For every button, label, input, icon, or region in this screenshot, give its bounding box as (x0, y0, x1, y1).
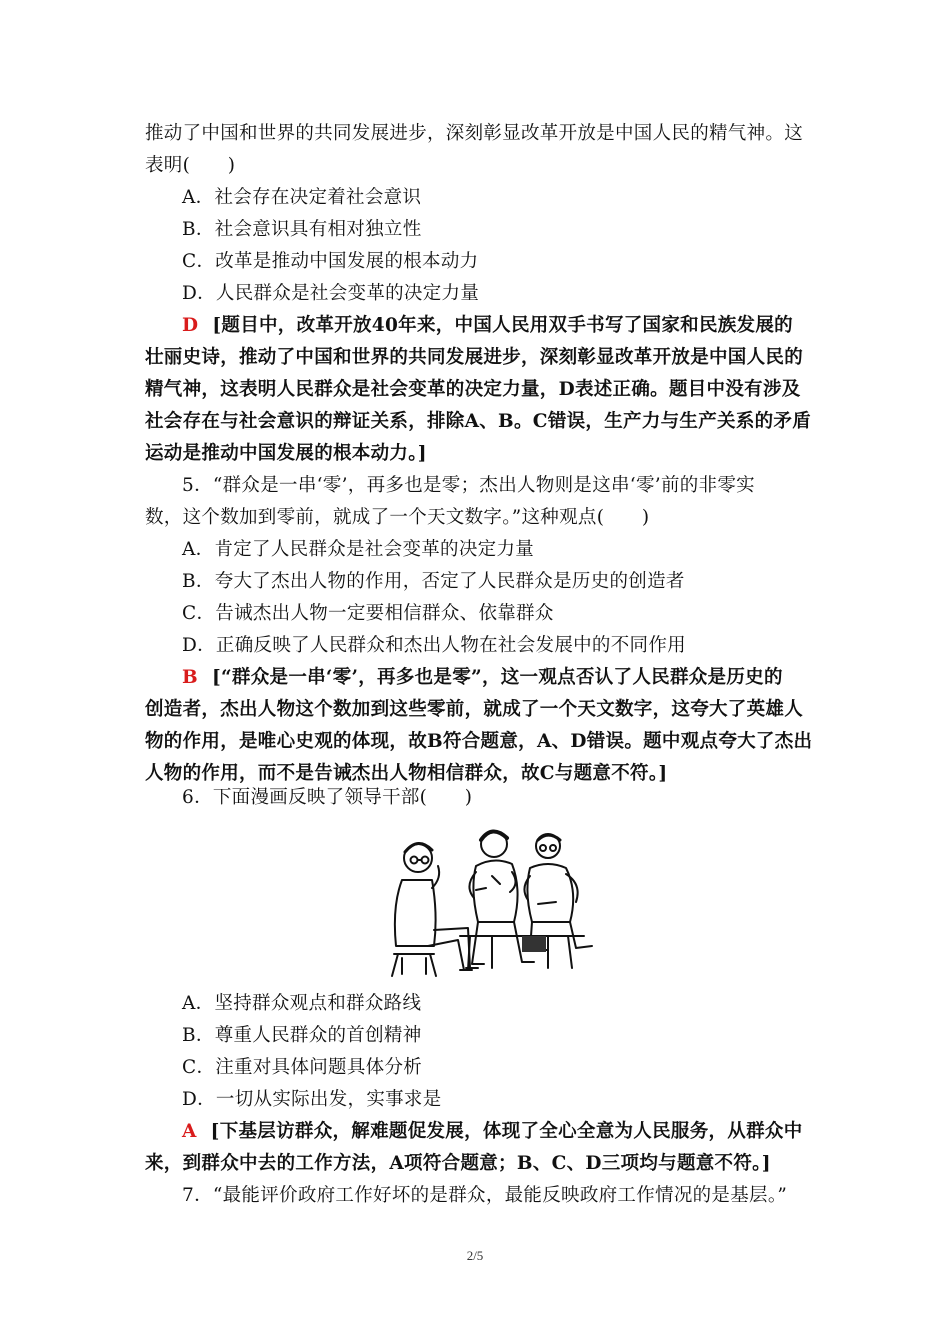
q6-stem: 6．下面漫画反映了领导干部( ) (182, 787, 473, 808)
q4-option-a: A．社会存在决定着社会意识 (182, 187, 422, 208)
q6-option-c: C．注重对具体问题具体分析 (182, 1057, 423, 1078)
q5-stem-line1: 5．“群众是一串‘零’，再多也是零；杰出人物则是这串‘零’前的非零实 (182, 475, 755, 496)
q4-answer-letter: D (182, 315, 199, 336)
q4-option-d: D．人民群众是社会变革的决定力量 (182, 283, 480, 304)
q5-answer-line4: 人物的作用，而不是告诫杰出人物相信群众，故C与题意不符。] (145, 763, 668, 784)
q4-answer-line3: 精气神，这表明人民群众是社会变革的决定力量，D表述正确。题目中没有涉及 (145, 379, 801, 400)
q4-answer-text1: [题目中，改革开放40年来，中国人民用双手书写了国家和民族发展的 (212, 315, 793, 336)
q4-option-b: B．社会意识具有相对独立性 (182, 219, 422, 240)
q5-answer-letter: B (182, 667, 198, 688)
q4-stem-line1: 推动了中国和世界的共同发展进步，深刻彰显改革开放是中国人民的精气神。这 (145, 123, 804, 144)
q5-stem-line2: 数，这个数加到零前，就成了一个天文数字。”这种观点( ) (145, 507, 650, 528)
q4-answer-line2: 壮丽史诗，推动了中国和世界的共同发展进步，深刻彰显改革开放是中国人民的 (145, 347, 804, 368)
q5-answer-line1 (182, 662, 847, 694)
q5-option-b: B．夸大了杰出人物的作用，否定了人民群众是历史的创造者 (182, 571, 685, 592)
q6-answer-line2: 来，到群众中去的工作方法，A项符合题意；B、C、D三项均与题意不符。] (145, 1153, 771, 1174)
cartoon-image (372, 818, 604, 980)
q5-answer-line2: 创造者，杰出人物这个数加到这些零前，就成了一个天文数字，这夸大了英雄人 (145, 699, 804, 720)
page-number: 2/5 (466, 1248, 484, 1263)
q4-answer-line4: 社会存在与社会意识的辩证关系，排除A、B。C错误，生产力与生产关系的矛盾 (145, 411, 812, 432)
q7-stem: 7．“最能评价政府工作好坏的是群众，最能反映政府工作情况的是基层。” (182, 1185, 788, 1206)
q4-answer-line1 (182, 310, 847, 342)
q5-answer-line3: 物的作用，是唯心史观的体现，故B符合题意，A、D错误。题中观点夸大了杰出 (145, 731, 813, 752)
q5-option-d: D．正确反映了人民群众和杰出人物在社会发展中的不同作用 (182, 635, 686, 656)
q5-answer-text1: [“群众是一串‘零’，再多也是零”，这一观点否认了人民群众是历史的 (211, 667, 783, 688)
q6-answer-line1 (182, 1116, 847, 1148)
q6-option-a: A．坚持群众观点和群众路线 (182, 993, 422, 1014)
q5-option-c: C．告诫杰出人物一定要相信群众、依靠群众 (182, 603, 554, 624)
q6-answer-letter: A (182, 1121, 197, 1142)
q6-option-b: B．尊重人民群众的首创精神 (182, 1025, 422, 1046)
q4-answer-line5: 运动是推动中国发展的根本动力。] (145, 443, 427, 464)
q5-option-a: A．肯定了人民群众是社会变革的决定力量 (182, 539, 535, 560)
q4-option-c: C．改革是推动中国发展的根本动力 (182, 251, 479, 272)
q6-option-d: D．一切从实际出发，实事求是 (182, 1089, 442, 1110)
q4-stem-line2: 表明( ) (145, 155, 236, 176)
q6-answer-text1: [下基层访群众，解难题促发展，体现了全心全意为人民服务，从群众中 (210, 1121, 803, 1142)
